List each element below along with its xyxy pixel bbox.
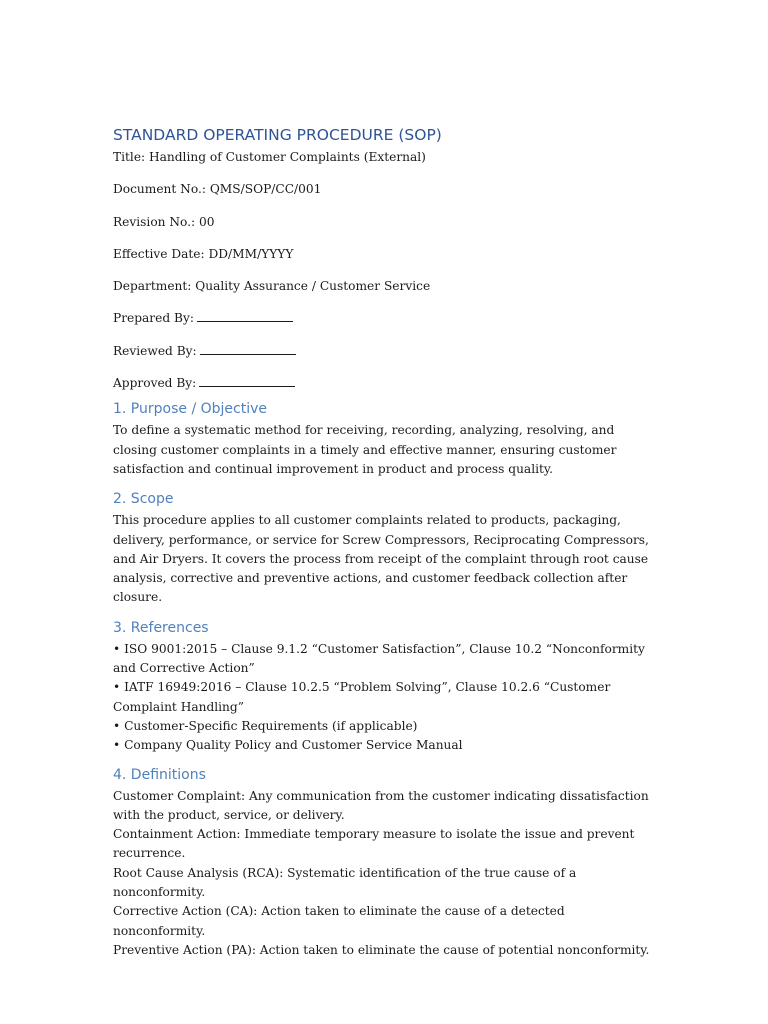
purpose-paragraph: To define a systematic method for receiving, recording, analyzing, resolving, and closing customer complaints in a timely and effective manner, ensuring customer satisfaction and continual improvement in product and process quality.	[113, 423, 617, 476]
meta-approved-by-row	[113, 374, 658, 393]
list-item: • ISO 9001:2015 – Clause 9.1.2 “Customer Satisfaction”, Clause 10.2 “Nonconformity and Corrective Action”	[113, 641, 645, 676]
meta-document-number: Document No.: QMS/SOP/CC/001	[113, 182, 322, 197]
list-item: • Company Quality Policy and Customer Service Manual	[113, 738, 463, 753]
meta-prepared-by-row	[113, 309, 658, 328]
definition-item: Customer Complaint: Any communication from the customer indicating dissatisfaction with the product, service, or delivery.	[113, 788, 649, 822]
meta-department: Department: Quality Assurance / Customer Service	[113, 279, 431, 294]
list-item: • IATF 16949:2016 – Clause 10.2.5 “Problem Solving”, Clause 10.2.6 “Customer Complaint Handling”	[113, 680, 611, 714]
document-meta	[113, 148, 658, 393]
meta-effective-date: Effective Date: DD/MM/YYYY	[113, 246, 294, 261]
meta-reviewed-by-row	[113, 342, 658, 361]
meta-title: Title: Handling of Customer Complaints (External)	[113, 150, 426, 164]
section-heading-definitions: 4. Definitions	[113, 766, 206, 783]
section-heading-scope: 2. Scope	[113, 491, 174, 508]
meta-approved-by-label: Approved By:	[113, 376, 197, 391]
section-heading-purpose: 1. Purpose / Objective	[113, 401, 267, 418]
prepared-by-signature-line	[197, 309, 293, 322]
definitions-list	[113, 787, 658, 961]
meta-reviewed-by-label: Reviewed By:	[113, 343, 197, 358]
reviewed-by-signature-line	[200, 342, 296, 355]
references-list	[113, 640, 658, 756]
meta-prepared-by-label: Prepared By:	[113, 311, 194, 326]
definition-item: Root Cause Analysis (RCA): Systematic identification of the true cause of a nonconformity.	[113, 865, 577, 900]
definition-item: Corrective Action (CA): Action taken to eliminate the cause of a detected nonconformity.	[113, 904, 565, 938]
document-title: STANDARD OPERATING PROCEDURE (SOP)	[113, 126, 442, 144]
definition-item: Containment Action: Immediate temporary measure to isolate the issue and prevent recurrence.	[113, 827, 635, 861]
definition-item: Preventive Action (PA): Action taken to eliminate the cause of potential nonconformity.	[113, 942, 650, 957]
document-page	[113, 124, 658, 960]
approved-by-signature-line	[199, 374, 295, 387]
list-item: • Customer-Specific Requirements (if applicable)	[113, 718, 418, 733]
scope-paragraph: This procedure applies to all customer complaints related to products, packaging, delivery, performance, or service for Screw Compressors, Reciprocating Compressors, and Air Dryers. It covers the process from receipt of the complaint through root cause analysis, corrective and preventive actions, and customer feedback collection after closure.	[113, 513, 649, 605]
meta-revision-number: Revision No.: 00	[113, 214, 215, 229]
section-heading-references: 3. References	[113, 619, 209, 636]
